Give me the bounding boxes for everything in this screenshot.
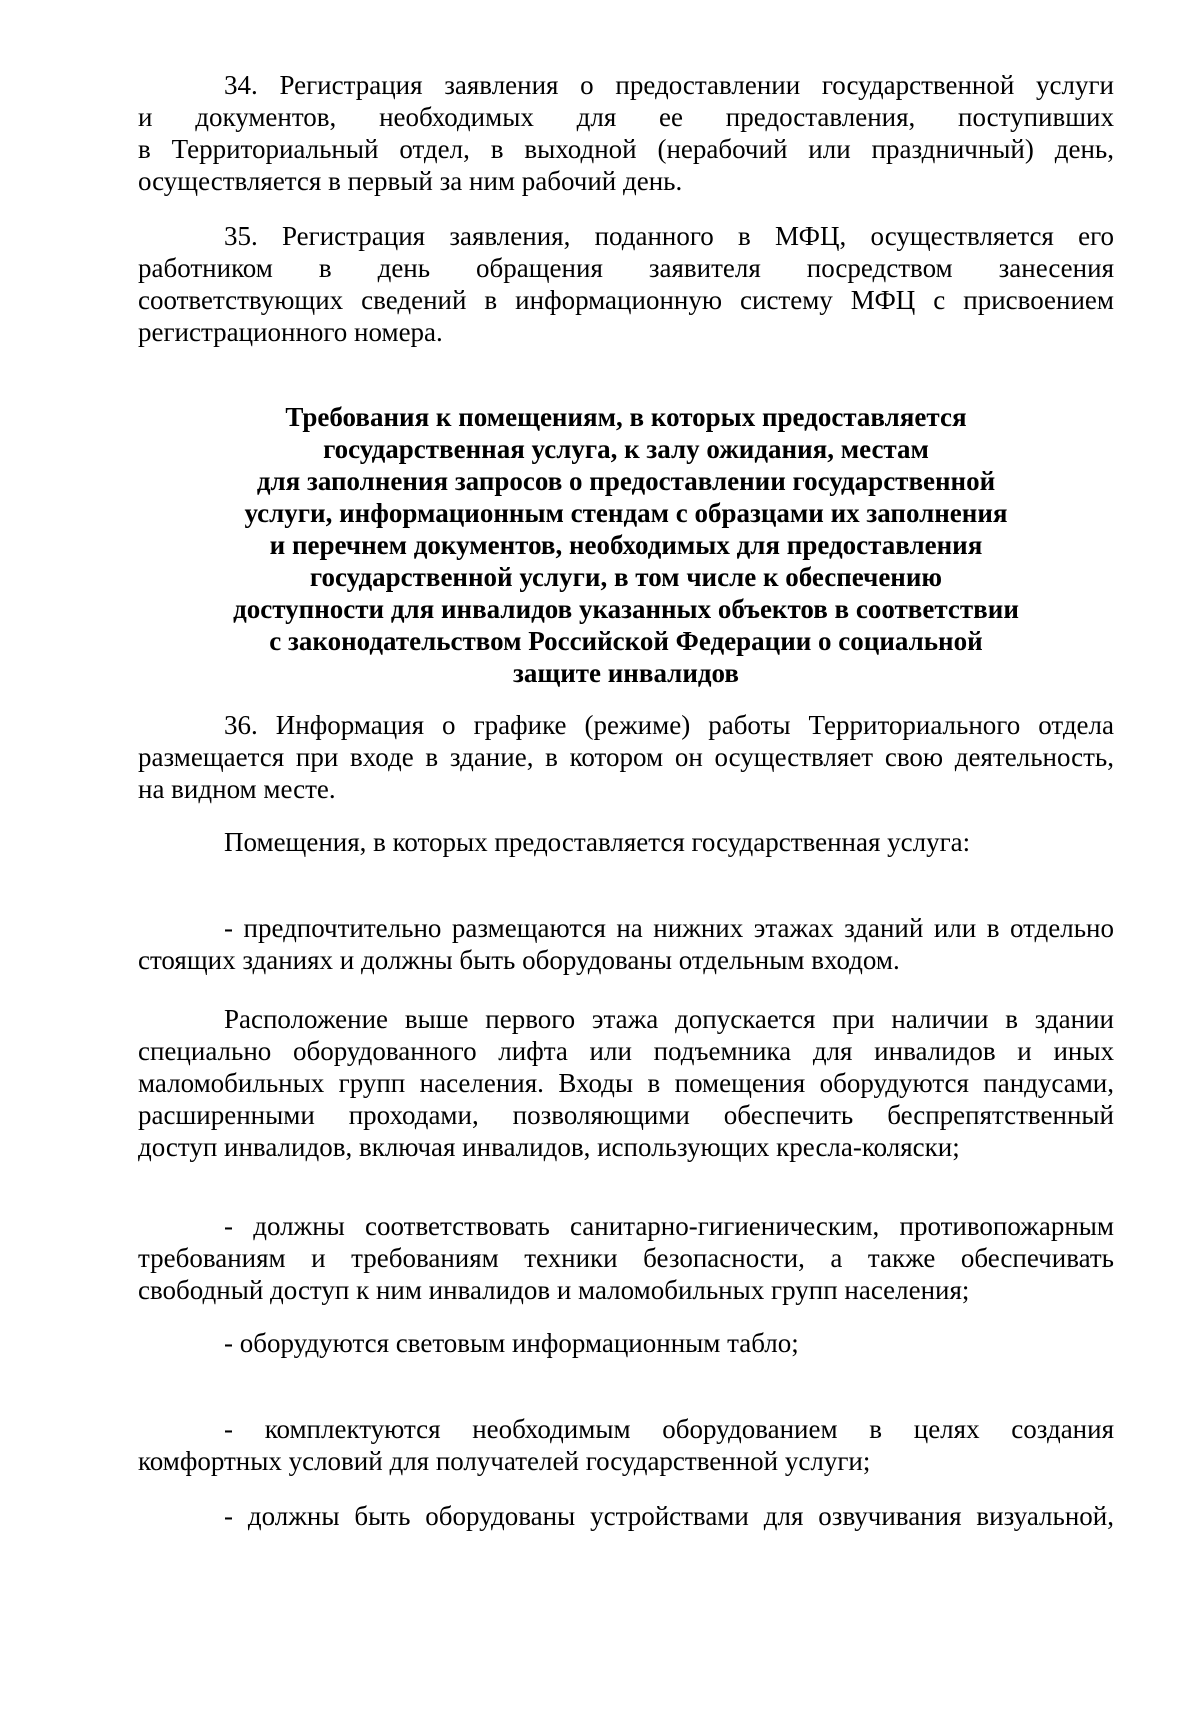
heading-line: доступности для инвалидов указанных объектов в соответствии (233, 594, 1019, 624)
heading-line: услуги, информационным стендам с образцами их заполнения (244, 498, 1008, 528)
text-line: размещается при входе в здание, в котором он осуществляет свою деятельность, (138, 742, 1114, 772)
text-line: осуществляется в первый за ним рабочий день. (138, 166, 683, 196)
text-line: комфортных условий для получателей государственной услуги; (138, 1446, 871, 1476)
text-line: 36. Информация о графике (режиме) работы Территориального отдела (224, 710, 1114, 740)
paragraph-34 (138, 69, 1114, 197)
text-line: регистрационного номера. (138, 317, 443, 347)
heading-line: и перечнем документов, необходимых для предоставления (269, 530, 983, 560)
text-line: требованиям и требованиям техники безопасности, а также обеспечивать (138, 1243, 1114, 1273)
text-line: Помещения, в которых предоставляется государственная услуга: (224, 827, 971, 857)
paragraph-equipment (138, 1413, 1114, 1477)
heading-line: государственная услуга, к залу ожидания, местам (323, 434, 929, 464)
paragraph-35 (138, 220, 1114, 348)
text-line: соответствующих сведений в информационную систему МФЦ с присвоением (138, 285, 1114, 315)
text-line: работником в день обращения заявителя посредством занесения (138, 253, 1114, 283)
text-line: Расположение выше первого этажа допускается при наличии в здании (224, 1004, 1114, 1034)
text-line: в Территориальный отдел, в выходной (нерабочий или праздничный) день, (138, 134, 1114, 164)
text-line: - должны соответствовать санитарно-гигиеническим, противопожарным (224, 1211, 1114, 1241)
text-line: и документов, необходимых для ее предоставления, поступивших (138, 102, 1114, 132)
text-line: стоящих зданиях и должны быть оборудованы отдельным входом. (138, 945, 900, 975)
text-line: - оборудуются световым информационным табло; (224, 1328, 799, 1358)
section-heading (138, 401, 1114, 689)
text-line: свободный доступ к ним инвалидов и маломобильных групп населения; (138, 1275, 970, 1305)
text-line: расширенными проходами, позволяющими обеспечить беспрепятственный (138, 1100, 1114, 1130)
text-line: 35. Регистрация заявления, поданного в МФЦ, осуществляется его (224, 221, 1114, 251)
paragraph-rooms (138, 826, 1114, 858)
paragraph-lower-floors (138, 912, 1114, 976)
text-line: 34. Регистрация заявления о предоставлении государственной услуги (224, 70, 1114, 100)
heading-line: для заполнения запросов о предоставлении государственной (256, 466, 996, 496)
paragraph-tablo (138, 1327, 1114, 1359)
text-line: специально оборудованного лифта или подъемника для инвалидов и иных (138, 1036, 1114, 1066)
text-line: - должны быть оборудованы устройствами для озвучивания визуальной, (224, 1501, 1114, 1531)
text-line: - комплектуются необходимым оборудованием в целях создания (224, 1414, 1114, 1444)
heading-line: Требования к помещениям, в которых предоставляется (285, 402, 967, 432)
heading-line: государственной услуги, в том числе к обеспечению (309, 562, 943, 592)
text-line: - предпочтительно размещаются на нижних этажах зданий или в отдельно (224, 913, 1114, 943)
paragraph-voice (138, 1500, 1114, 1532)
text-line: на видном месте. (138, 774, 336, 804)
paragraph-location (138, 1003, 1114, 1163)
text-line: доступ инвалидов, включая инвалидов, использующих кресла-коляски; (138, 1132, 960, 1162)
text-line: маломобильных групп населения. Входы в помещения оборудуются пандусами, (138, 1068, 1114, 1098)
paragraph-sanitary (138, 1210, 1114, 1306)
heading-line: защите инвалидов (513, 658, 739, 688)
paragraph-36 (138, 709, 1114, 805)
heading-line: с законодательством Российской Федерации о социальной (269, 626, 983, 656)
